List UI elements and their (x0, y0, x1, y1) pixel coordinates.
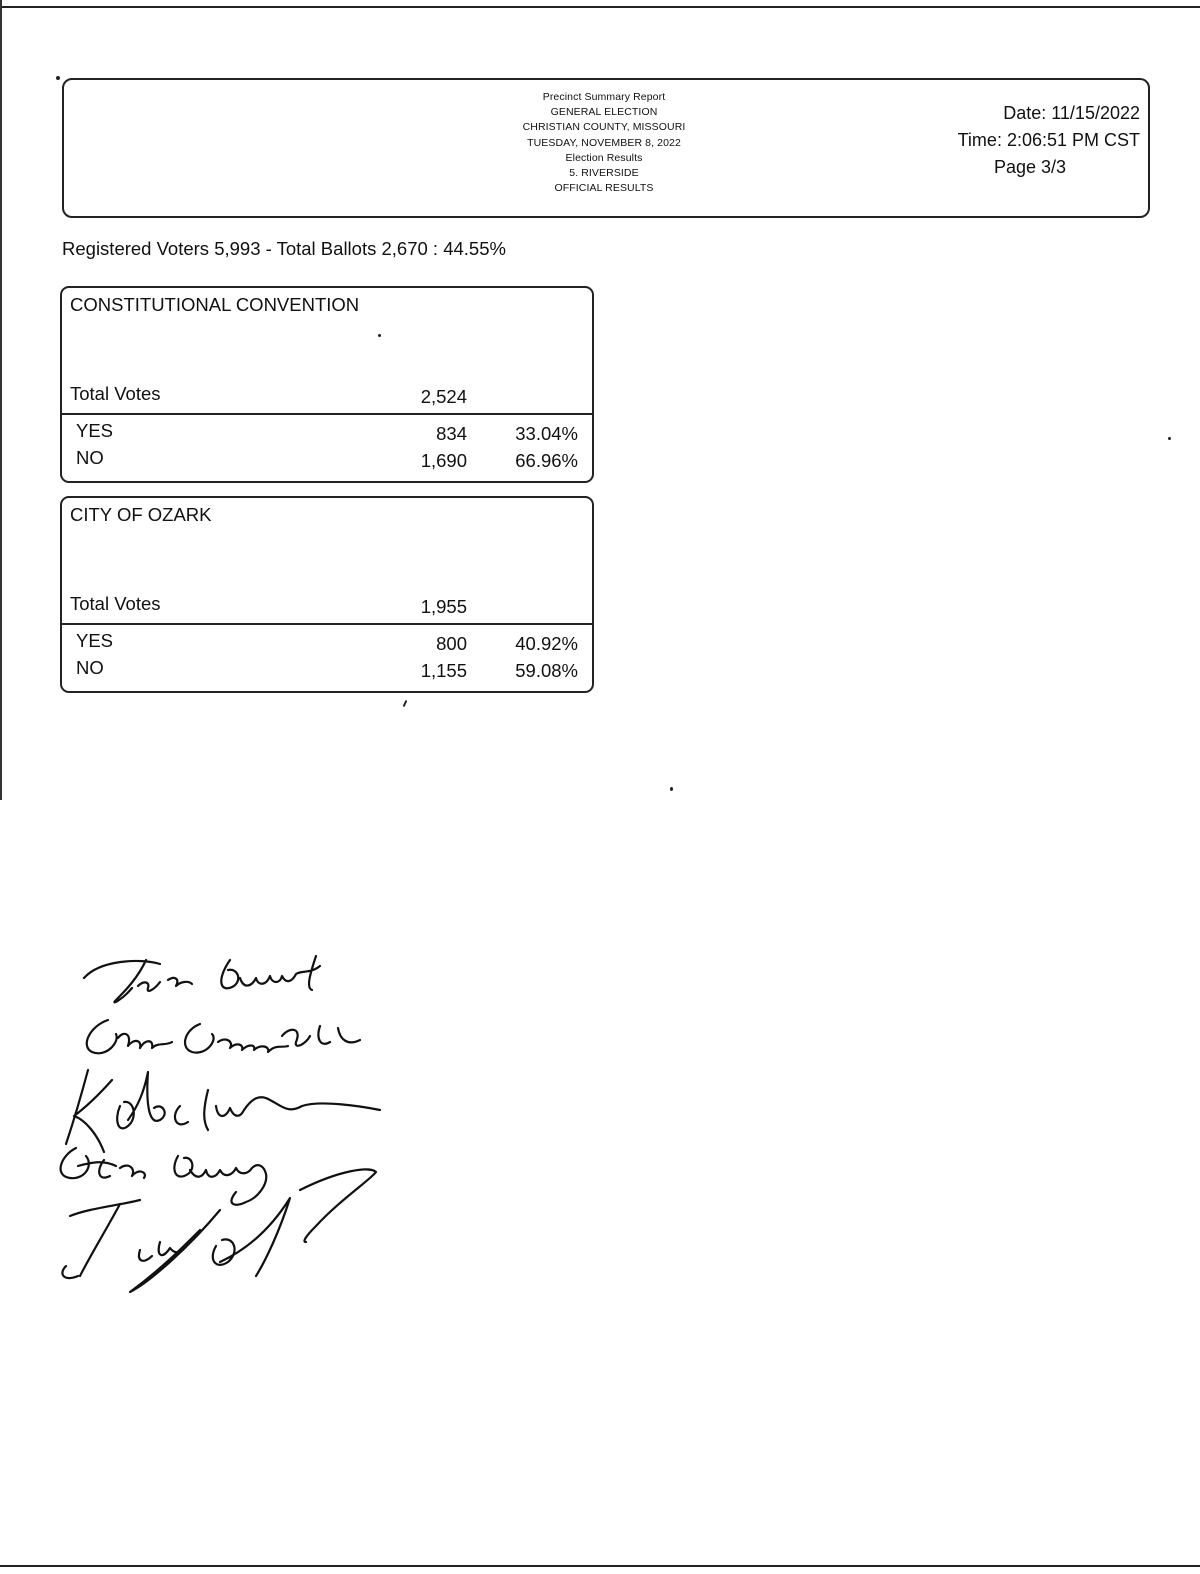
signatures-block (20, 930, 420, 1310)
scan-speck (56, 76, 60, 80)
signature-5 (62, 1169, 376, 1292)
signature-3 (66, 1070, 380, 1152)
choice-votes: 1,690 (420, 450, 467, 471)
total-votes-value: 1,955 (420, 596, 467, 617)
choice-votes: 1,155 (420, 660, 467, 681)
choice-row-no (62, 657, 592, 684)
scan-bottom-edge-line (0, 1565, 1200, 1567)
page-number: Page 3/3 (993, 157, 1067, 177)
report-type: Precinct Summary Report (542, 91, 666, 103)
choice-percent: 59.08% (515, 660, 578, 681)
signature-2 (87, 1020, 360, 1053)
results-label: Election Results (565, 151, 643, 164)
choice-votes: 800 (436, 633, 467, 654)
report-date: Date: 11/15/2022 (1003, 103, 1140, 123)
precinct-name: 5. RIVERSIDE (569, 167, 639, 180)
scan-speck (403, 700, 408, 707)
contest-city-of-ozark (60, 496, 594, 693)
total-votes-value: 2,524 (420, 386, 467, 407)
choice-label: NO (76, 657, 104, 678)
scan-left-edge-line (0, 0, 2, 800)
scan-speck (378, 334, 381, 337)
report-title-block (424, 90, 784, 196)
choice-label: NO (76, 447, 104, 468)
turnout-summary: Registered Voters 5,993 - Total Ballots 2,670 : 44.55% (62, 238, 506, 259)
jurisdiction: CHRISTIAN COUNTY, MISSOURI (522, 121, 686, 134)
choice-label: YES (76, 420, 114, 441)
choice-row-yes (62, 420, 592, 447)
results-status: OFFICIAL RESULTS (554, 182, 654, 195)
scan-speck (670, 787, 673, 791)
choice-votes: 834 (436, 423, 467, 444)
report-meta (920, 100, 1140, 181)
choice-row-yes (62, 630, 592, 657)
signature-1 (84, 956, 320, 1002)
choice-percent: 40.92% (515, 633, 578, 654)
contest-title: CITY OF OZARK (70, 504, 212, 525)
contest-constitutional-convention (60, 286, 594, 483)
scan-top-edge-line (0, 6, 1200, 8)
election-date: TUESDAY, NOVEMBER 8, 2022 (527, 136, 681, 149)
election-name: GENERAL ELECTION (550, 106, 658, 119)
contest-title: CONSTITUTIONAL CONVENTION (70, 294, 360, 315)
contest-divider (62, 413, 592, 415)
choice-percent: 33.04% (515, 423, 578, 444)
report-header (62, 78, 1150, 218)
contest-divider (62, 623, 592, 625)
scan-speck (1168, 437, 1171, 440)
choice-row-no (62, 447, 592, 474)
choice-percent: 66.96% (515, 450, 578, 471)
total-votes-label: Total Votes (70, 383, 161, 404)
signature-4 (61, 1148, 267, 1205)
choice-label: YES (76, 630, 114, 651)
report-time: Time: 2:06:51 PM CST (957, 130, 1140, 150)
total-votes-label: Total Votes (70, 593, 161, 614)
